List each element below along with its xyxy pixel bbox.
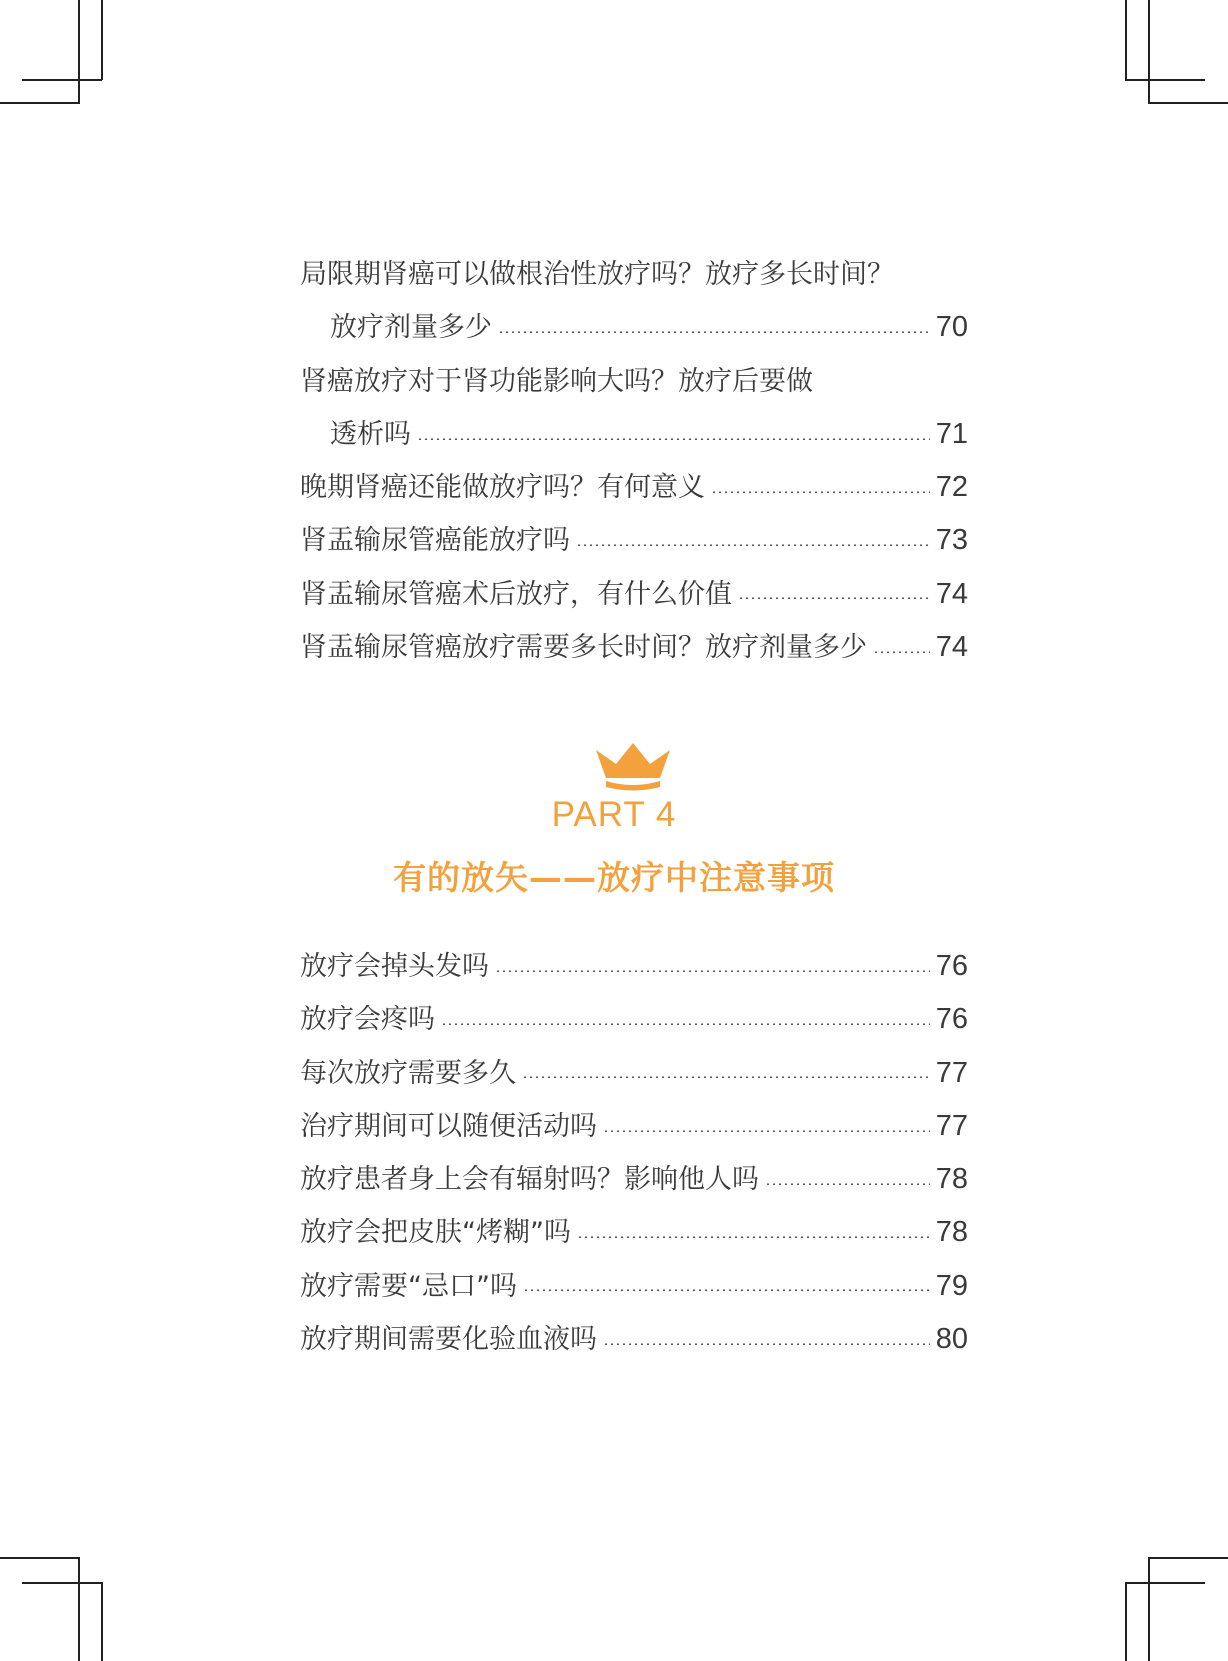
dot-leader xyxy=(498,331,930,333)
page-number: 70 xyxy=(935,311,968,344)
toc-line xyxy=(300,568,968,621)
page-number: 71 xyxy=(935,417,968,450)
toc-entry[interactable] xyxy=(300,940,968,993)
dot-leader xyxy=(417,438,930,440)
toc-entry-title: 治疗期间可以随便活动吗 xyxy=(300,1110,597,1142)
page-number: 77 xyxy=(935,1109,968,1142)
toc-entry-title: 透析吗 xyxy=(330,418,411,450)
page-number: 74 xyxy=(935,631,968,664)
page-number: 77 xyxy=(935,1056,968,1089)
dot-leader xyxy=(603,1343,930,1345)
dot-leader xyxy=(577,1236,930,1238)
toc-entry-title: 放疗会掉头发吗 xyxy=(300,951,489,982)
toc-entry-title: 肾盂输尿管癌术后放疗，有什么价值 xyxy=(300,578,732,610)
toc-line xyxy=(300,940,968,993)
page-number: 80 xyxy=(935,1323,968,1356)
dot-leader xyxy=(873,651,930,653)
toc-entry-title: 局限期肾癌可以做根治性放疗吗？放疗多长时间？ xyxy=(300,259,894,290)
toc-entry[interactable] xyxy=(300,1153,968,1206)
toc-entry[interactable] xyxy=(300,355,968,462)
toc-section-part4 xyxy=(300,940,968,1366)
toc-entry[interactable] xyxy=(300,1313,968,1366)
toc-entry[interactable] xyxy=(300,1260,968,1313)
crown-icon xyxy=(594,742,672,792)
toc-line xyxy=(300,1206,968,1259)
toc-line xyxy=(300,355,968,408)
toc-line xyxy=(300,1100,968,1153)
page-number: 76 xyxy=(935,950,968,982)
toc-line xyxy=(300,1047,968,1100)
dot-leader xyxy=(522,1076,930,1078)
page-number: 74 xyxy=(935,577,968,610)
dot-leader xyxy=(603,1130,930,1132)
toc-entry-title: 放疗会疼吗 xyxy=(300,1004,435,1036)
page-number: 78 xyxy=(935,1163,968,1196)
toc-entry[interactable] xyxy=(300,993,968,1046)
page-number: 79 xyxy=(935,1269,968,1302)
toc-line xyxy=(300,301,968,354)
toc-entry-title: 放疗会把皮肤“烤糊”吗 xyxy=(300,1217,571,1249)
page-number: 76 xyxy=(935,1003,968,1036)
toc-line xyxy=(300,248,968,301)
toc-entry-title: 晚期肾癌还能做放疗吗？有何意义 xyxy=(300,472,705,504)
toc-line xyxy=(300,993,968,1046)
dot-leader xyxy=(738,597,930,599)
dot-leader xyxy=(576,544,930,546)
part-title: 有的放矢——放疗中注意事项 xyxy=(393,858,835,897)
toc-entry-title: 肾盂输尿管癌放疗需要多长时间？放疗剂量多少 xyxy=(300,632,867,664)
dot-leader xyxy=(441,1023,930,1025)
toc-entry[interactable] xyxy=(300,248,968,355)
toc-entry-title: 放疗需要“忌口”吗 xyxy=(300,1270,517,1302)
dot-leader xyxy=(495,970,930,972)
page-number: 73 xyxy=(935,524,968,557)
toc-entry[interactable] xyxy=(300,568,968,621)
toc-entry-title: 肾癌放疗对于肾功能影响大吗？放疗后要做 xyxy=(300,365,813,397)
toc-entry-title: 放疗剂量多少 xyxy=(330,312,492,344)
toc-entry-title: 放疗患者身上会有辐射吗？影响他人吗 xyxy=(300,1164,759,1196)
toc-line xyxy=(300,1313,968,1366)
toc-line xyxy=(300,408,968,461)
toc-line xyxy=(300,514,968,567)
toc-entry[interactable] xyxy=(300,1047,968,1100)
toc-line xyxy=(300,1153,968,1206)
page-number: 78 xyxy=(935,1216,968,1249)
toc-entry-title: 肾盂输尿管癌能放疗吗 xyxy=(300,525,570,557)
toc-entry-title: 放疗期间需要化验血液吗 xyxy=(300,1324,597,1356)
toc-section-top xyxy=(300,248,968,674)
toc-line xyxy=(300,621,968,674)
dot-leader xyxy=(523,1289,930,1291)
toc-entry[interactable] xyxy=(300,1206,968,1259)
toc-entry[interactable] xyxy=(300,461,968,514)
toc-entry[interactable] xyxy=(300,1100,968,1153)
part-number: PART 4 xyxy=(551,795,677,834)
page-number: 72 xyxy=(935,471,968,504)
toc-line xyxy=(300,461,968,514)
toc-entry-title: 每次放疗需要多久 xyxy=(300,1057,516,1089)
toc-entry[interactable] xyxy=(300,621,968,674)
dot-leader xyxy=(765,1183,930,1185)
toc-entry[interactable] xyxy=(300,514,968,567)
dot-leader xyxy=(711,491,930,493)
toc-line xyxy=(300,1260,968,1313)
